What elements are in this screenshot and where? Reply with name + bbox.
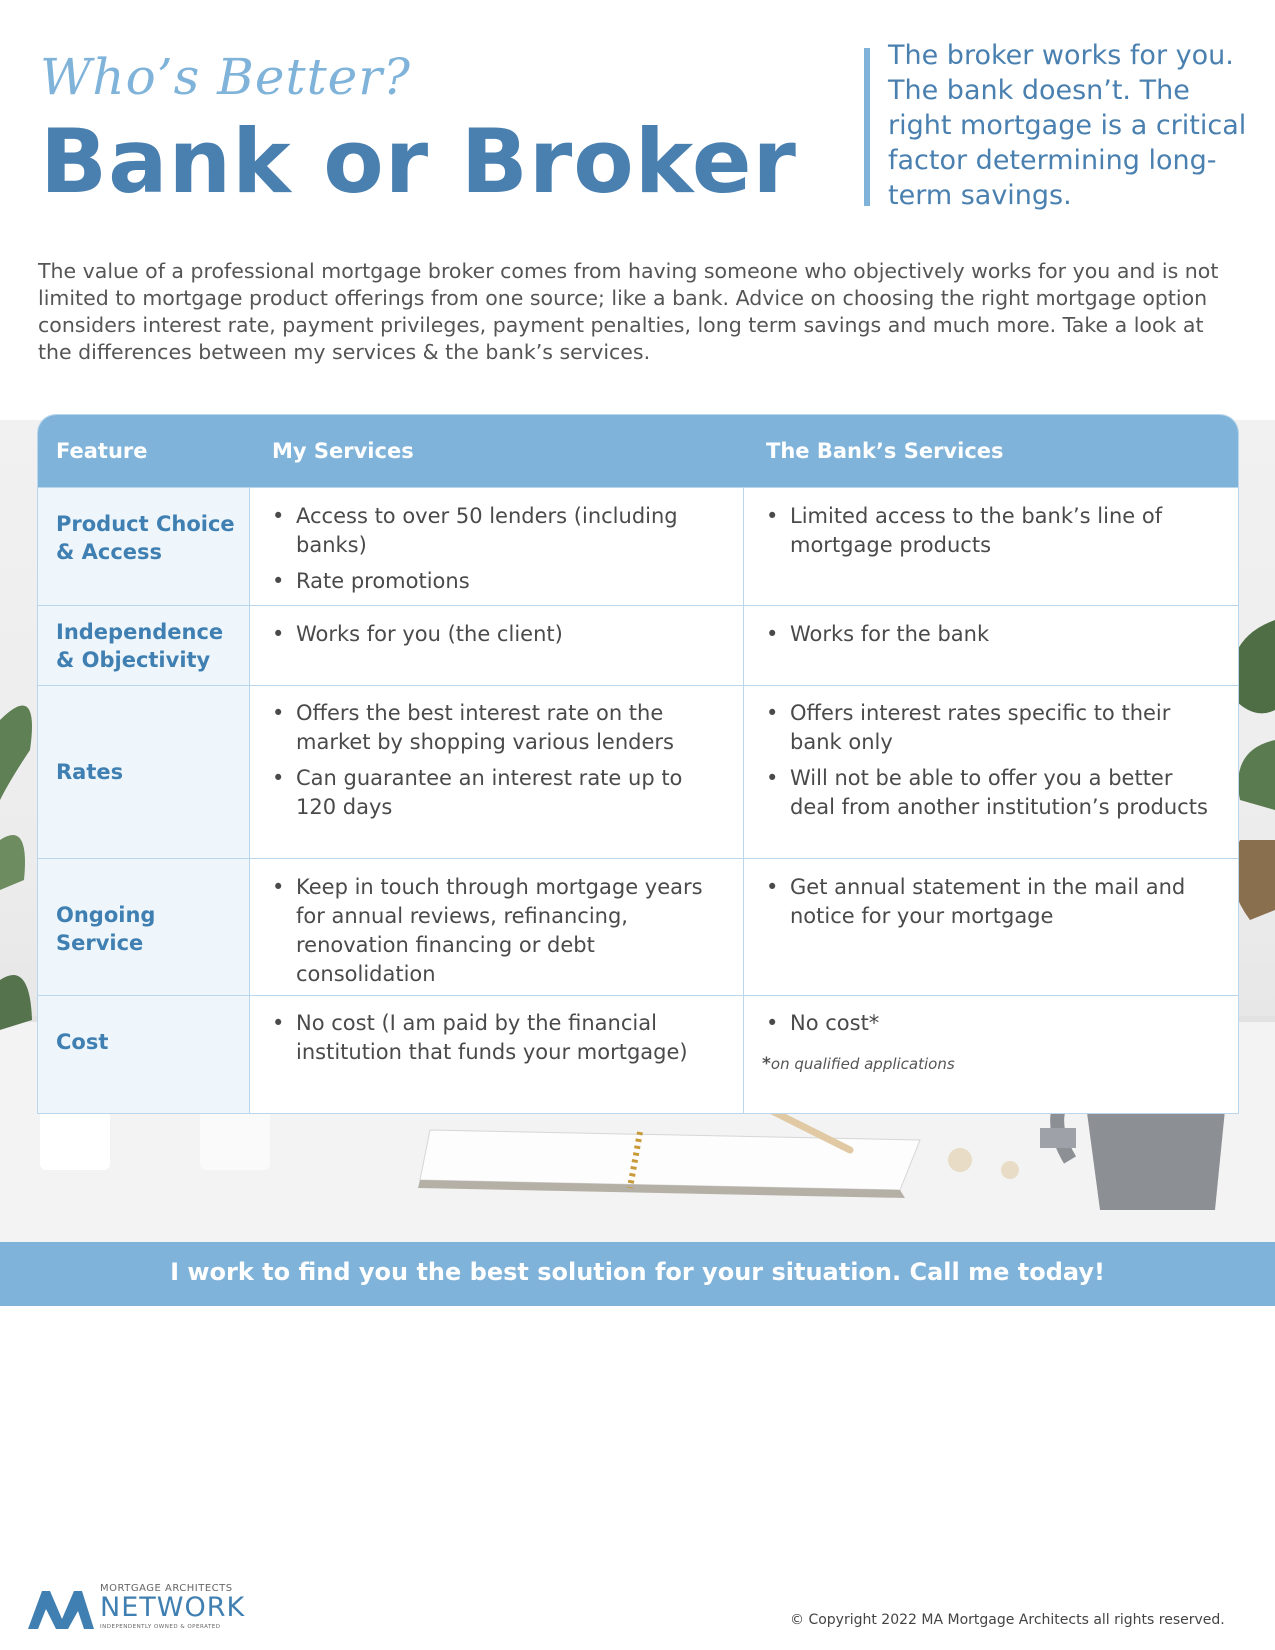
feature-cell (38, 996, 250, 1113)
my-services-cell: • Works for you (the client) (250, 606, 744, 685)
my-services-cell: • Access to over 50 lenders (including banks) • Rate promotions (250, 488, 744, 605)
feature-label: Product Choice & Access (56, 512, 235, 564)
footnote (762, 1054, 955, 1074)
table-row-ongoing-service (38, 858, 1238, 995)
bank-services-cell: • Limited access to the bank’s line of mortgage products (766, 504, 1163, 557)
feature-label: Independence & Objectivity (56, 620, 224, 672)
bullet-icon: • (272, 504, 285, 528)
bullet-icon: • (766, 622, 779, 646)
bullet-icon: • (272, 569, 285, 593)
page-title: Bank or Broker (40, 110, 797, 213)
header-bank-services: The Bank’s Services (766, 439, 1004, 463)
bank-services-cell: • Works for the bank (744, 606, 1238, 685)
tagline: The broker works for you. The bank doesn’t. The right mortgage is a critical factor determining long-term savings. (888, 40, 1247, 211)
logo-main-text: NETWORK (100, 1592, 246, 1623)
bullet-icon: • (766, 875, 779, 899)
tagline-divider (864, 48, 870, 206)
copyright: © Copyright 2022 MA Mortgage Architects all rights reserved. (790, 1612, 1225, 1628)
bullet-icon: • (272, 622, 285, 646)
cta-banner (0, 1242, 1275, 1306)
feature-cell (38, 686, 250, 858)
table-row-rates (38, 685, 1238, 858)
bank-services-cell: • No cost* *on qualified applications (762, 1011, 955, 1074)
feature-label: Ongoing Service (56, 903, 156, 955)
cta-text: I work to find you the best solution for your situation. Call me today! (170, 1258, 1105, 1286)
my-services-cell: • No cost (I am paid by the financial institution that funds your mortgage) (250, 996, 744, 1113)
my-services-cell: • Offers the best interest rate on the market by shopping various lenders • Can guarantee an interest rate up to 120 days (250, 686, 744, 858)
bank-services-cell: • Offers interest rates specific to their bank only • Will not be able to offer you a better deal from another institution’s products (766, 701, 1208, 819)
footnote-text: on qualified applications (770, 1055, 955, 1073)
bullet-icon: • (272, 875, 285, 899)
logo-top-text: MORTGAGE ARCHITECTS (100, 1583, 233, 1594)
bullet-icon: • (766, 701, 779, 725)
my-services-cell: • Keep in touch through mortgage years for annual reviews, refinancing, renovation financing or debt consolidation (250, 859, 744, 995)
ma-logo-icon (28, 1589, 94, 1629)
feature-cell (38, 859, 250, 995)
bullet-icon: • (272, 1011, 285, 1035)
feature-cell (38, 488, 250, 605)
feature-label: Rates (56, 760, 124, 784)
logo-sub-text: INDEPENDENTLY OWNED & OPERATED (100, 1624, 221, 1630)
table-row-independence (38, 605, 1238, 685)
kicker-title: Who’s Better? (40, 48, 411, 106)
bank-services-cell: • Get annual statement in the mail and notice for your mortgage (766, 875, 1186, 928)
comparison-table (38, 415, 1238, 1113)
table-row-product-choice (38, 487, 1238, 605)
bullet-icon: • (272, 701, 285, 725)
company-logo (28, 1583, 268, 1633)
bullet-icon: • (766, 766, 779, 790)
bullet-icon: • (766, 1011, 779, 1035)
table-row-cost (38, 995, 1238, 1113)
footnote-mark: * (762, 1054, 771, 1074)
table-header (38, 415, 1238, 487)
intro-paragraph: The value of a professional mortgage broker comes from having someone who objectively works for you and is not limited to mortgage product offerings from one source; like a bank. Advice on choosing the right mortgage option considers interest rate, payment privileges, payment penalties, long term savings and much more. Take a look at the differences between my services & the bank’s services. (38, 259, 1219, 364)
feature-cell (38, 606, 250, 685)
bullet-icon: • (766, 504, 779, 528)
header (40, 30, 1247, 230)
header-my-services: My Services (272, 439, 414, 463)
bullet-icon: • (272, 766, 285, 790)
feature-label: Cost (56, 1030, 109, 1054)
header-feature: Feature (56, 439, 148, 463)
